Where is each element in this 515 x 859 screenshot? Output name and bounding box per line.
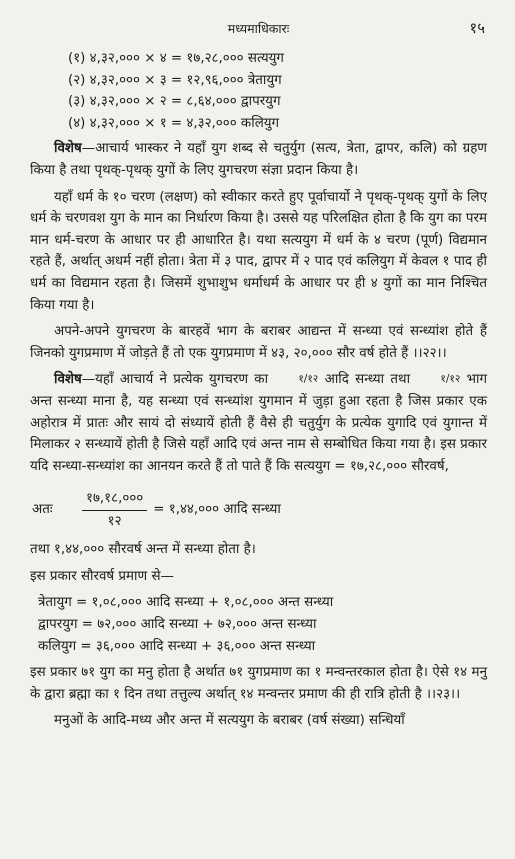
equation-line: (४) ४,३२,००० × १ = ४,३२,००० कलियुग bbox=[68, 115, 280, 131]
page-number: १५ bbox=[469, 19, 485, 37]
intro-line: इस प्रकार सौरवर्ष प्रमाण से— bbox=[30, 568, 174, 584]
yuga-line: कलियुग = ३६,००० आदि सन्ध्या + ३६,००० अन्त सन्ध्या bbox=[38, 638, 316, 654]
vishesh-label: विशेष bbox=[54, 372, 82, 388]
paragraph-text: आदि सन्ध्या तथा bbox=[324, 372, 411, 388]
fraction-one-twelfth: १/१२ bbox=[440, 373, 461, 386]
paragraph-last: मनुओं के आदि-मध्य और अन्त में सत्ययुग के बराबर (वर्ष संख्या) सन्धियाँ bbox=[54, 713, 405, 729]
equation-line: (१) ४,३२,००० × ४ = १७,२८,००० सत्ययुग bbox=[68, 51, 284, 66]
fraction-result: = १,४४,००० आदि सन्ध्या bbox=[153, 502, 281, 518]
fraction bbox=[82, 488, 147, 533]
equation-line: (२) ४,३२,००० × ३ = १२,९६,००० त्रेतायुग bbox=[68, 72, 282, 88]
equation-list bbox=[30, 48, 487, 134]
paragraph-text: भाग अन्त सन्ध्या माना है, यह सन्ध्या एवं सन्ध्यांश युगमान में जुड़ा हुआ रहता है जिस प्रकार एक अहोरात्र में प्रातः और सायं दो संध्यायें होती हैं वैसे ही चतुर्युग के प्रत्येक युगादि एवं युगान्त में मिलाकर २ सन्ध्यायें होती है जिसे यहाँ आदि एवं अन्त नाम से सम्बोधित किया गया है। इस प्रकार यदि सन्ध्या-सन्ध्यांश का आनयन करते हैं तो पाते हैं कि सत्ययुग = १७,२८,००० सौरवर्ष, bbox=[30, 372, 488, 474]
paragraph-dharma: यहाँ धर्म के १० चरण (लक्षण) को स्वीकार करते हुए पूर्वाचार्यो ने पृथक्-पृथक् युगों के लिए धर्म के चरणवश युग के मान का निर्धारण किया है। उससे यह परिलक्षित होता है कि युग का परम मान धर्म-चरण के आधार पर ही आधारित है। यथा सत्ययुग में धर्म के ४ चरण (पूर्ण) विद्यमान रहते हैं, अर्थात् अधर्म नहीं होता। त्रेता में ३ पाद, द्वापर में २ पाद एवं कलियुग में केवल १ पाद ही धर्म का विद्यमान रहता है। जिसमें शुभाशुभ धर्माधर्म के आधार पर ही ४ युगों का मान निश्चित किया गया है। bbox=[30, 189, 487, 313]
page-header bbox=[30, 20, 487, 42]
paragraph-text: —यहाँ आचार्य ने प्रत्येक युगचरण का bbox=[81, 372, 269, 388]
fraction-numerator: १७,१८,००० bbox=[82, 488, 147, 511]
paragraph-vishesh-2 bbox=[30, 369, 487, 477]
body-text bbox=[30, 48, 487, 732]
paragraph-text: —आचार्य भास्कर ने यहाँ युग शब्द से चतुर्युग (सत्य, त्रेता, द्वापर, कलि) को ग्रहण किया है तथा पृथक्-पृथक् युगों के लिए युगचरण संज्ञा प्रदान किया है। bbox=[30, 141, 487, 178]
vishesh-label: विशेष bbox=[54, 141, 82, 157]
yuga-list bbox=[30, 592, 487, 657]
fraction-equation bbox=[30, 485, 487, 535]
fraction-one-twelfth: १/१२ bbox=[298, 373, 319, 386]
fraction-lead: अतः bbox=[32, 502, 53, 518]
paragraph-yugacharan: अपने-अपने युगचरण के बारहवें भाग के बराबर आद्यन्त में सन्ध्या एवं सन्ध्यांश होते हैं जिनको युगप्रमाण में जोड़ते हैं तो एक युगप्रमाण में ४३, २०,००० सौर वर्ष होते हैं ।।२२।। bbox=[30, 324, 487, 361]
fraction-denominator: १२ bbox=[107, 513, 122, 529]
yuga-line: द्वापरयुग = ७२,००० आदि सन्ध्या + ७२,००० अन्त सन्ध्या bbox=[38, 617, 317, 633]
yuga-line: त्रेतायुग = १,०८,००० आदि सन्ध्या + १,०८,००० अन्त सन्ध्या bbox=[38, 595, 334, 611]
equation-line: (३) ४,३२,००० × २ = ८,६४,००० द्वापरयुग bbox=[68, 94, 281, 110]
paragraph-vishesh-1 bbox=[30, 138, 487, 181]
paragraph-manu: इस प्रकार ७१ युग का मनु होता है अर्थात ७१ युगप्रमाण का १ मन्वन्तरकाल होता है। ऐसे १४ मनु के द्वारा ब्रह्मा का १ दिन तथा तत्तुल्य अर्थात् १४ मन्वन्तर प्रमाण की ही रात्रि होती है ।।२३।। bbox=[30, 665, 487, 702]
chapter-title: मध्यमाधिकारः bbox=[227, 21, 290, 36]
line-after-fraction: तथा १,४४,००० सौरवर्ष अन्त में सन्ध्या होता है। bbox=[30, 542, 256, 558]
